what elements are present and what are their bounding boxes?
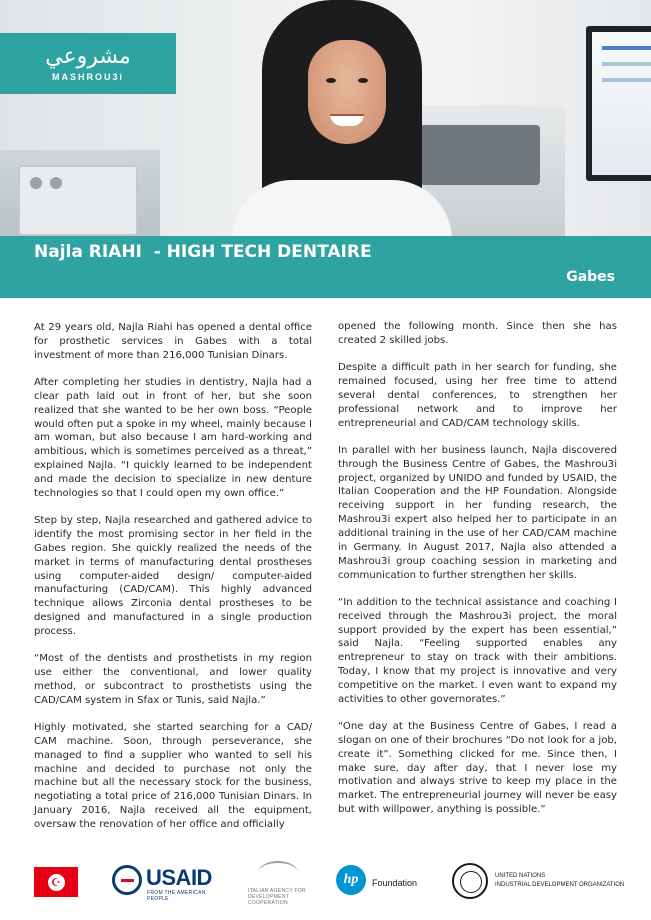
computer-monitor bbox=[586, 26, 651, 181]
paragraph: “Most of the dentists and prosthetists in my region use either the conventional, and lower quality method, or subcontract to prosthetists using the CAD/CAM system in Sfax or Tunis, said Najla.” bbox=[34, 653, 312, 706]
unido-text bbox=[495, 872, 624, 890]
title-band bbox=[0, 236, 651, 298]
unido-line1: UNITED NATIONS bbox=[495, 873, 546, 879]
lab-machine bbox=[18, 165, 138, 236]
paragraph: Highly motivated, she started searching for a CAD/ CAM machine. Soon, through perseverance, she managed to find a supplier who wanted to sell his machine and decided to purchase not only the machine but all the necessary stock for the business, negotiating a total price of 216,000 Tunisian Dinars. In January 2016, Najla received all the equipment, oversaw the renovation of her office and officially bbox=[34, 722, 312, 830]
italian-cooperation-icon bbox=[248, 861, 308, 909]
right-column bbox=[338, 320, 617, 831]
unido-line2: INDUSTRIAL DEVELOPMENT ORGANIZATION bbox=[495, 882, 625, 888]
paragraph: opened the following month. Since then she has created 2 skilled jobs. bbox=[338, 321, 617, 346]
usaid-logo bbox=[112, 863, 222, 901]
usaid-tagline: FROM THE AMERICAN PEOPLE bbox=[147, 890, 206, 902]
city-label: Gabes bbox=[566, 269, 615, 285]
paragraph: In parallel with her business launch, Najla discovered through the Business Centre of Gabes, the Mashrou3i project, organized by UNIDO and funded by USAID, the Italian Cooperation and the HP Foundation. Alongside receiving support in her funding research, the Mashrou3i expert also helped her to participate in an additional training in the use of her CAD/CAM machine in Germany. In August 2017, Najla also attended a Mashrou3i group coaching session in marketing and communication to further strengthen her skills. bbox=[338, 444, 617, 581]
paragraph: Despite a difficult path in her search for funding, she remained focused, using her free time to attend several dental conferences, to strengthen her professional network and to improve her entrepreneurial and CAD/CAM technology skills. bbox=[338, 362, 617, 429]
usaid-seal-icon bbox=[112, 865, 142, 895]
logo-latin-text: MASHROU3i bbox=[51, 71, 124, 82]
left-column bbox=[34, 321, 312, 845]
logo-arabic-text: مشروعي bbox=[45, 43, 131, 69]
page-title: Najla RIAHI - HIGH TECH DENTAIRE bbox=[34, 242, 372, 262]
italian-cooperation-text: ITALIAN AGENCY FOR DEVELOPMENT COOPERATION bbox=[248, 888, 307, 906]
paragraph: Step by step, Najla researched and gathered advice to identify the most promising sector in her field in the Gabes region. She quickly realized the needs of the market in terms of manufacturing dental prostheses using computer-aided design/ computer-aided manufacturing (CAD/CAM). This highly advanced technique allows Zirconia dental prostheses to be designed and manufactured in a single production process. bbox=[34, 515, 312, 637]
mashrou3i-logo bbox=[0, 33, 176, 94]
hp-foundation-text: Foundation bbox=[372, 878, 418, 888]
paragraph: “One day at the Business Centre of Gabes, I read a slogan on one of their brochures “Do not look for a job, create it”. Something clicked for me. Since then, I make sure, day after day, that I never lose my motivation and always strive to keep my place in the market. The entrepreneurial journey will never be easy but with willpower, anything is possible.” bbox=[338, 721, 617, 816]
tunisia-flag-icon: ☪ bbox=[34, 867, 78, 897]
usaid-wordmark: USAID bbox=[146, 865, 212, 890]
paragraph: After completing her studies in dentistry, Najla had a clear path laid out in front of her, but she soon realized that she wanted to be her own boss. “People would often put a spoke in my wheel, mainly because I am woman, but also because I am hard-working and ambitious, which is sometimes perceived as a threat,” explained Najla. “I quickly learned to be independent and made the decision to specialize in new denture technologies so that I could open my own office.” bbox=[34, 377, 313, 499]
paragraph: At 29 years old, Najla Riahi has opened a dental office for prosthetic services in Gabes with a total investment of more than 216,000 Tunisian Dinars. bbox=[34, 322, 312, 361]
portrait-najla bbox=[262, 0, 422, 236]
paragraph: “In addition to the technical assistance and coaching I received through the Mashrou3i project, the moral support provided by the expert has been essential,” said Najla. “Feeling supported enables any entrepreneur to stay on track with their ambitions. Today, I know that my project is innovative and very competitive on the market. I even want to expand my activities to other governorates.” bbox=[338, 596, 617, 705]
partner-logos bbox=[0, 855, 651, 920]
unido-emblem-icon bbox=[452, 863, 488, 899]
hp-logo-icon: hp bbox=[336, 865, 366, 895]
